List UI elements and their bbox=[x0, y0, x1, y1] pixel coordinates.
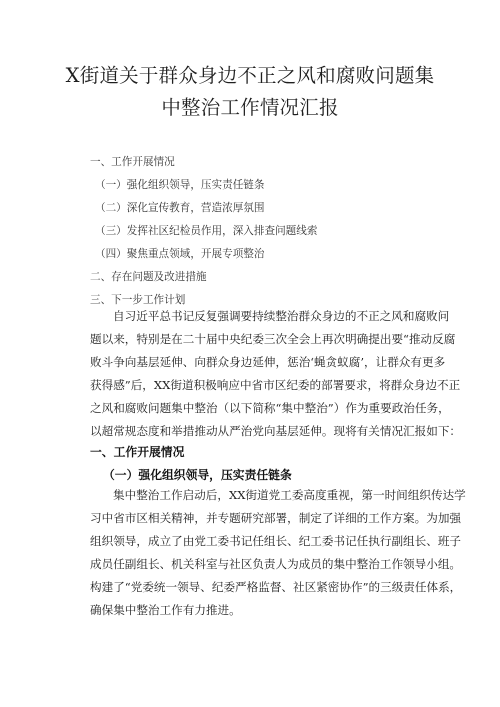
paragraph-line: 构建了“党委统一领导、纪委严格监督、社区紧密协作”的三级责任体系， bbox=[90, 580, 462, 595]
toc-item: （一）强化组织领导，压实责任链条 bbox=[95, 179, 265, 191]
intro-paragraph bbox=[90, 305, 462, 444]
paragraph-line: 题以来，特别是在二十届中央纪委三次全会上再次明确提出要“推动反腐 bbox=[90, 332, 456, 347]
paragraph-line: 成员任副组长、机关科室与社区负责人为成员的集中整治工作领导小组。 bbox=[90, 557, 462, 572]
toc-item: （四）聚焦重点领域，开展专项整治 bbox=[95, 248, 265, 260]
paragraph-line: 败斗争向基层延伸、向群众身边延伸，惩治‘蝇贪蚁腐’，让群众有更多 bbox=[90, 355, 446, 370]
paragraph-line: 集中整治工作启动后，XX街道党工委高度重视，第一时间组织传达学 bbox=[113, 488, 466, 502]
paragraph-line: 习中省市区相关精神，并专题研究部署，制定了详细的工作方案。为加强 bbox=[90, 511, 462, 526]
paragraph-line: 获得感”后，XX街道积极响应中省市区纪委的部署要求，将群众身边不正 bbox=[90, 378, 461, 393]
toc-item: 一、工作开展情况 bbox=[90, 156, 175, 168]
toc-item: （二）深化宣传教育，营造浓厚氛围 bbox=[95, 202, 265, 214]
paragraph-line: 之风和腐败问题集中整治（以下简称“集中整治”）作为重要政治任务， bbox=[90, 401, 450, 416]
paragraph-line: 以超常规态度和举措推动从严治党向基层延伸。现将有关情况汇报如下： bbox=[90, 424, 462, 439]
toc-item: 二、存在问题及改进措施 bbox=[90, 271, 207, 283]
section-heading: 一、工作开展情况 bbox=[90, 445, 185, 459]
toc-item: 三、下一步工作计划 bbox=[90, 294, 186, 306]
subsection-heading: （一）强化组织领导，压实责任链条 bbox=[103, 468, 292, 482]
body-paragraph bbox=[90, 484, 466, 623]
document-title-line-2: 中整治工作情况汇报 bbox=[161, 96, 339, 119]
paragraph-line: 自习近平总书记反复强调要持续整治群众身边的不正之风和腐败问 bbox=[113, 309, 450, 323]
toc-item: （三）发挥社区纪检员作用，深入排查问题线索 bbox=[95, 225, 318, 237]
document-title-line-1: X街道关于群众身边不正之风和腐败问题集 bbox=[65, 64, 435, 87]
paragraph-line: 确保集中整治工作有力推进。 bbox=[90, 603, 241, 618]
paragraph-line: 组织领导，成立了由党工委书记任组长、纪工委书记任执行副组长、班子 bbox=[90, 534, 462, 549]
